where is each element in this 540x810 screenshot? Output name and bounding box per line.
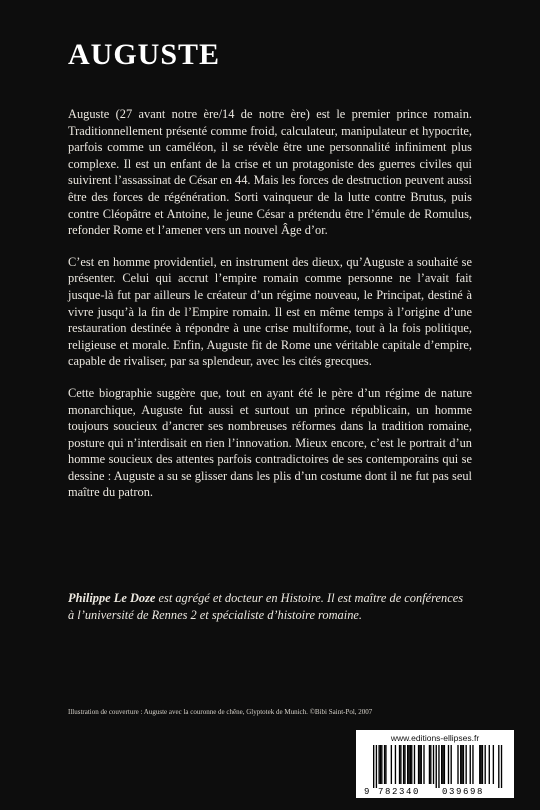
- barcode-bar: [429, 745, 430, 784]
- barcode-bar: [430, 745, 431, 784]
- barcode-bar: [463, 745, 464, 784]
- barcode-bar: [442, 745, 443, 784]
- publisher-url: www.editions-ellipses.fr: [390, 733, 480, 743]
- barcode-bar: [411, 745, 412, 784]
- barcode-bar: [493, 745, 494, 784]
- barcode-bar: [373, 745, 374, 788]
- barcode-bar: [400, 745, 401, 784]
- isbn-prefix-digit: 9: [364, 787, 370, 797]
- barcode-bar: [436, 745, 437, 788]
- barcode-bar: [423, 745, 424, 784]
- author-note: [68, 590, 472, 623]
- barcode-bar: [448, 745, 449, 784]
- barcode-bar: [410, 745, 411, 784]
- barcode-bar: [479, 745, 480, 784]
- barcode-bar: [418, 745, 419, 784]
- book-title: AUGUSTE: [68, 38, 221, 71]
- barcode-bar: [408, 745, 409, 784]
- barcode-bar: [433, 745, 434, 784]
- barcode-bar: [485, 745, 486, 784]
- barcode-bar: [482, 745, 483, 784]
- barcode-bar: [403, 745, 404, 784]
- barcode-bar: [457, 745, 458, 784]
- isbn-left-digits: 782340: [378, 787, 421, 797]
- summary-paragraph-3: Cette biographie suggère que, tout en ayant été le père d’un régime de nature monarchique, Auguste fut aussi et surtout un prince républicain, un homme toujours soucieux d’ancrer ses nombreuses réformes dans la tradition romaine, posture qui n’interdisait en rien l’innovation. Mieux encore, c’est le portrait d’un homme soucieux des attentes parfois contradictoires de ses contemporains qui se dessine : Auguste a su se glisser dans les plis d’un costume dont il ne fut pas seul maître du patron.: [68, 385, 472, 500]
- barcode-bar: [376, 745, 377, 788]
- barcode-box: [356, 730, 514, 798]
- summary-text: [68, 106, 472, 516]
- barcode-bar: [480, 745, 481, 784]
- barcode-bar: [378, 745, 379, 784]
- barcode-bar: [399, 745, 400, 784]
- barcode-bar: [461, 745, 462, 784]
- barcode-bar: [419, 745, 420, 784]
- barcode-bar: [501, 745, 502, 788]
- barcode-bars: [373, 745, 502, 788]
- barcode-bar: [384, 745, 385, 784]
- barcode-bar: [407, 745, 408, 784]
- barcode-bar: [380, 745, 381, 784]
- isbn-right-digits: 039698: [442, 787, 485, 797]
- barcode-bar: [381, 745, 382, 784]
- author-bio: est agrégé et docteur en Histoire. Il est maître de conférences à l’université de Rennes 2 et spécialiste d’histoire romaine.: [68, 591, 464, 622]
- barcode-bar: [395, 745, 396, 784]
- barcode-bar: [460, 745, 461, 784]
- summary-paragraph-1: Auguste (27 avant notre ère/14 de notre ère) est le premier prince romain. Traditionnellement présenté comme froid, calculateur, manipulateur et hypocrite, parfois comme un caméléon, il se révèle être une personnalité infiniment plus complexe. Il est un enfant de la crise et un protagoniste des guerres civiles qui suivirent l’assassinat de César en 44. Mais les forces de destruction peuvent aussi être des forces de régénération. Sorti vainqueur de la lutte contre Brutus, puis contre Cléopâtre et Antoine, le jeune César a prétendu être l’émule de Romulus, refonder Rome et l’amener vers un nouvel Âge d’or.: [68, 107, 472, 238]
- barcode-bar: [391, 745, 392, 784]
- barcode-bar: [472, 745, 473, 784]
- author-name: Philippe Le Doze: [68, 591, 156, 605]
- barcode-bar: [441, 745, 442, 784]
- barcode-bar: [498, 745, 499, 788]
- barcode-bar: [444, 745, 445, 784]
- barcode-bar: [451, 745, 452, 784]
- barcode-bar: [489, 745, 490, 784]
- barcode-bar: [470, 745, 471, 784]
- isbn-barcode: [356, 730, 514, 798]
- barcode-bar: [385, 745, 386, 784]
- summary-paragraph-2: C’est en homme providentiel, en instrument des dieux, qu’Auguste a souhaité se présenter. Celui qui accrut l’empire romain comme personne ne l’avait fait jusque-là fut par ailleurs le créateur d’un régime nouveau, le Principat, destiné à vivre jusqu’à la fin de l’Empire romain. Il est en même temps à l’origine d’une restauration destinée à répondre à une crise multiforme, tout à la fois politique, religieuse et morale. Enfin, Auguste fit de Rome une véritable capitale d’empire, capable de rivaliser, par sa splendeur, avec les cités grecques.: [68, 254, 472, 369]
- barcode-bar: [421, 745, 422, 784]
- barcode-bar: [414, 745, 415, 784]
- barcode-bar: [438, 745, 439, 788]
- barcode-bar: [465, 745, 466, 784]
- barcode-bar: [404, 745, 405, 784]
- illustration-credit: Illustration de couverture : Auguste avec la couronne de chêne, Glyptotek de Munich. ©Bibi Saint-Pol, 2007: [68, 708, 373, 716]
